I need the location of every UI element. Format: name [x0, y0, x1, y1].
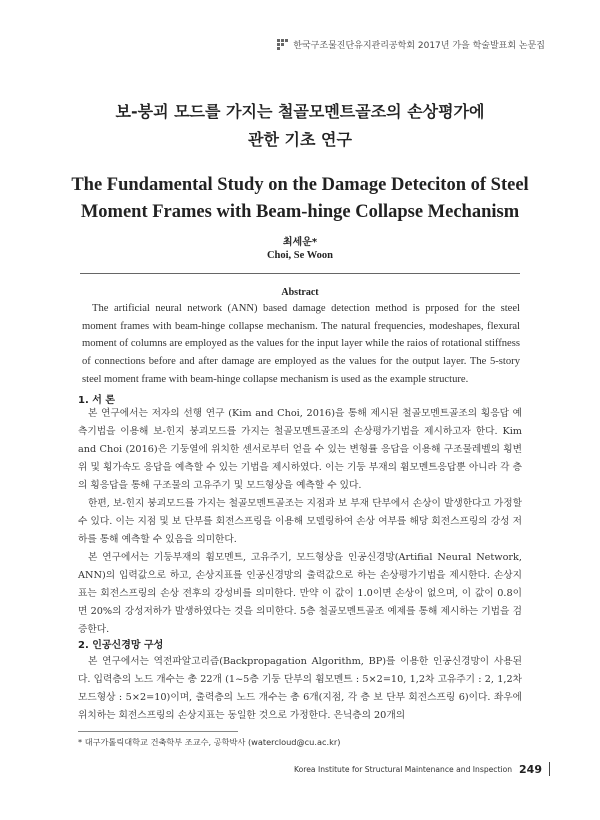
paragraph: 한편, 보-힌지 붕괴모드를 가지는 철골모멘트골조는 지점과 보 부재 단부에서 손상이 발생한다고 가정할 수 있다. 이는 지점 및 보 단부를 회전스프링을 이용해 모델링하여 손상 여부를 해당 회전스프링의 강성 저하를 통해 예측할 수 있음을 의미한다.: [78, 498, 522, 545]
footnote: * 대구가톨릭대학교 건축학부 조교수, 공학박사 (watercloud@cu.ac.kr): [78, 737, 341, 747]
page-number: 249: [519, 762, 542, 776]
korean-title-line1: 보-붕괴 모드를 가지는 철골모멘트골조의 손상평가에: [115, 102, 485, 121]
paragraph: 본 연구에서는 역전파알고리즘(Backpropagation Algorithm, BP)를 이용한 인공신경망이 사용된다. 입력층의 노드 개수는 총 22개 (1~5층 기둥 단부의 휨모멘트 : 5×2=10, 1,2차 고유주기 : 2, 1,2차 모드형상 : 5×2=10)이며, 출력층의 노드 개수는 총 6개(지점, 각 층 보 단부 회전스프링 6)이다. 좌우에 위치하는 회전스프링의 손상지표는 동일한 것으로 가정한다. 은닉층의 20개의: [78, 656, 522, 721]
title-divider: [80, 273, 520, 274]
english-title-line1: The Fundamental Study on the Damage Deteciton of Steel: [71, 175, 529, 195]
header-text: 한국구조물진단유지관리공학회 2017년 가을 학술발표회 논문집: [293, 41, 545, 51]
paragraph: 본 연구에서는 기둥부재의 휨모멘트, 고유주기, 모드형상을 인공신경망(Artifial Neural Network, ANN)의 입력값으로 하고, 손상지표를 인공신경망의 출력값으로 하는 손상평가기법을 제시한다. 손상지표는 회전스프링의 손상 전후의 강성비를 의미한다. 만약 이 값이 1.0이면 손상이 없으며, 이 값이 0.8이면 20%의 강성저하가 발생하였다는 것을 의미한다. 5층 철골모멘트골조 예제를 통해 제시하는 기법을 검증한다.: [78, 552, 522, 635]
section-1-heading: 1. 서 론: [78, 395, 116, 406]
section-1-body: [78, 405, 522, 639]
section-2-body: [78, 653, 522, 725]
author-korean: 최세운*: [282, 237, 318, 248]
footer-institution: Korea Institute for Structural Maintenance and Inspection: [294, 764, 513, 774]
english-title: [0, 172, 600, 226]
korean-title: [0, 98, 600, 154]
page-footer: [294, 762, 550, 776]
korean-title-line2: 관한 기초 연구: [248, 130, 352, 149]
footnote-divider: [78, 731, 238, 732]
paragraph: 본 연구에서는 저자의 선행 연구 (Kim and Choi, 2016)을 통해 제시된 철골모멘트골조의 횡응답 예측기법을 이용해 보-힌지 붕괴모드를 가지는 철골모멘트골조의 손상평가기법을 제시하고자 한다. Kim and Choi (2016)은 기둥열에 위치한 센서로부터 얻을 수 있는 변형률 응답을 이용해 구조물레벨의 횡변위 및 횡가속도 응답을 예측할 수 있는 기법을 제시하였다. 이는 기둥 부재의 휨모멘트응답뿐 아니라 각 층의 횡응답을 통해 구조물의 고유주기 및 모드형상을 예측할 수 있다.: [78, 408, 522, 491]
dots-grid-icon: [277, 39, 288, 50]
section-2-heading: 2. 인공신경망 구성: [78, 640, 164, 651]
abstract-heading: Abstract: [281, 287, 319, 298]
abstract-text: The artificial neural network (ANN) based damage detection method is prposed for the steel moment frames with beam-hinge collapse mechanism. The natural frequencies, modeshapes, flexural moment of columns are employed as the values for the input layer while the raios of rotational stiffness of connections before and after damage are employed as the values for the output layer. The 5-story steel moment frame with beam-hinge collapse mechanism is used as the example structure.: [82, 303, 520, 385]
footer-bar: [549, 762, 550, 776]
english-title-line2: Moment Frames with Beam-hinge Collapse Mechanism: [80, 202, 520, 222]
author-english: Choi, Se Woon: [266, 250, 334, 261]
running-header: [277, 38, 545, 51]
